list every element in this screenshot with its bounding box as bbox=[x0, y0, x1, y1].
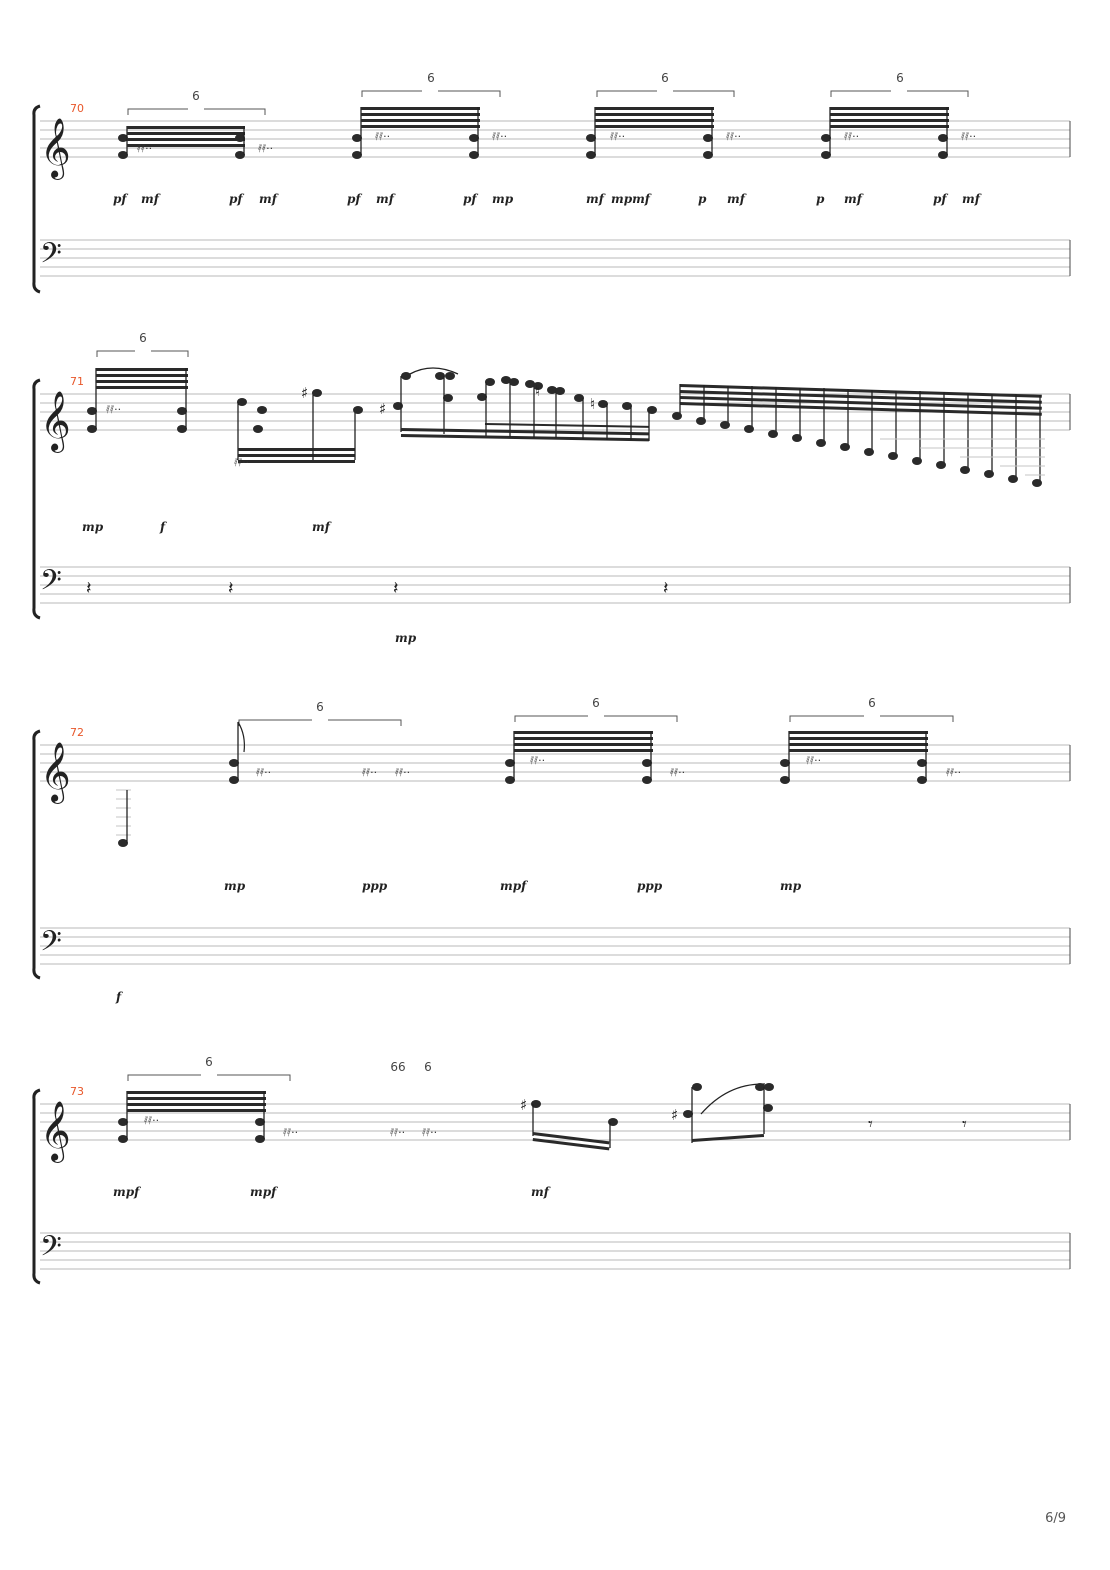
grace-rest-glyph: 𝅀𝅀·· bbox=[395, 766, 411, 779]
bass-clef-icon: 𝄢 bbox=[40, 237, 62, 277]
grace-rest-glyph: 𝅀𝅀·· bbox=[670, 766, 686, 779]
dynamic-marking: mf bbox=[962, 192, 980, 206]
grace-rest-glyph: 𝅀𝅀·· bbox=[422, 1126, 438, 1139]
tuplet-number: 6 bbox=[205, 1055, 213, 1069]
grace-rest-glyph: 𝅀𝅀·· bbox=[234, 456, 250, 469]
bass-staff bbox=[40, 925, 1070, 965]
grace-rest-glyph: 𝅀𝅀·· bbox=[530, 754, 546, 767]
quarter-rest-icon: 𝄽 bbox=[86, 578, 92, 599]
note-group bbox=[87, 368, 1045, 487]
dynamic-marking: mp bbox=[492, 192, 514, 206]
quarter-rest-icon: 𝄽 bbox=[393, 578, 399, 599]
grace-rest-glyph: 𝅀𝅀·· bbox=[806, 754, 822, 767]
dynamic-marking: mpf bbox=[500, 879, 527, 893]
dynamic-marking: mp bbox=[780, 879, 802, 893]
dynamic-marking: p bbox=[698, 192, 707, 206]
treble-clef-icon: 𝄞 bbox=[40, 742, 71, 802]
dynamic-marking: mf bbox=[312, 520, 330, 534]
dynamic-marking: mp bbox=[395, 631, 417, 645]
bass-staff bbox=[40, 564, 1070, 604]
treble-clef-icon: 𝄞 bbox=[40, 391, 71, 451]
dynamic-marking: pf bbox=[463, 192, 477, 206]
dynamic-marking: mf bbox=[586, 192, 604, 206]
grace-rest-glyph: 𝅀𝅀·· bbox=[961, 130, 977, 143]
tuplet-number: 6 bbox=[868, 696, 876, 710]
tuplet-group bbox=[239, 696, 953, 726]
measure-number: 73 bbox=[70, 1085, 84, 1098]
note-group bbox=[116, 722, 961, 847]
dynamic-marking: f bbox=[160, 520, 166, 534]
dynamics-row bbox=[115, 879, 802, 1004]
dynamic-marking: mpf bbox=[250, 1185, 277, 1199]
dynamic-marking: pf bbox=[229, 192, 243, 206]
treble-staff bbox=[40, 391, 1070, 453]
sharp-icon: ♯ bbox=[379, 400, 387, 418]
grace-rest-glyph: 𝅀𝅀·· bbox=[726, 130, 742, 143]
dynamic-marking: mf bbox=[531, 1185, 549, 1199]
dynamics-row bbox=[113, 1185, 551, 1199]
system-73 bbox=[34, 1055, 1070, 1283]
natural-icon: ♮ bbox=[535, 382, 541, 400]
tuplet-number: 6 bbox=[592, 696, 600, 710]
system-70 bbox=[34, 71, 1070, 292]
bass-clef-icon: 𝄢 bbox=[40, 925, 62, 965]
grace-rest-glyph: 𝅀𝅀·· bbox=[362, 766, 378, 779]
grace-rest-glyph: 𝅀𝅀·· bbox=[492, 130, 508, 143]
page-number: 6/9 bbox=[1045, 1511, 1066, 1526]
dynamic-marking: mpf bbox=[113, 1185, 140, 1199]
bass-clef-icon: 𝄢 bbox=[40, 1230, 62, 1270]
dynamic-marking: pf bbox=[933, 192, 947, 206]
treble-clef-icon: 𝄞 bbox=[40, 1101, 71, 1161]
dynamic-marking: ppp bbox=[637, 879, 663, 893]
dynamic-marking: ppp bbox=[362, 879, 388, 893]
dynamic-marking: f bbox=[116, 990, 122, 1004]
grace-rest-glyph: 𝅀𝅀·· bbox=[946, 766, 962, 779]
sharp-icon: ♯ bbox=[671, 1106, 679, 1124]
tuplet-number: 6 bbox=[896, 71, 904, 85]
grace-rest-glyph: 𝅀𝅀·· bbox=[610, 130, 626, 143]
dynamic-marking: mf bbox=[259, 192, 277, 206]
grace-rest-glyph: 𝅀𝅀·· bbox=[256, 766, 272, 779]
grace-rest-glyph: 𝅀𝅀·· bbox=[844, 130, 860, 143]
dynamic-marking: mpmf bbox=[611, 192, 650, 206]
measure-number: 70 bbox=[70, 102, 84, 115]
tuplet-number: 6 bbox=[139, 331, 147, 345]
grace-rest-glyph: 𝅀𝅀·· bbox=[144, 1114, 160, 1127]
tuplet-number: 66 bbox=[390, 1060, 406, 1074]
system-72 bbox=[34, 696, 1070, 1004]
dynamics-row bbox=[82, 520, 417, 645]
dynamics-row bbox=[113, 192, 982, 206]
dynamic-marking: mf bbox=[141, 192, 159, 206]
dynamic-marking: mf bbox=[376, 192, 394, 206]
dynamic-marking: mf bbox=[727, 192, 745, 206]
tuplet-number: 6 bbox=[427, 71, 435, 85]
eighth-rest-icon: 𝄾 bbox=[868, 1114, 873, 1135]
quarter-rest-icon: 𝄽 bbox=[663, 578, 669, 599]
measure-number: 71 bbox=[70, 375, 84, 388]
grace-rest-glyph: 𝅀𝅀·· bbox=[106, 403, 122, 416]
measure-number: 72 bbox=[70, 726, 84, 739]
natural-icon: ♮ bbox=[590, 395, 596, 413]
dynamic-marking: mf bbox=[844, 192, 862, 206]
tuplet-number: 6 bbox=[192, 89, 200, 103]
grace-rest-glyph: 𝅀𝅀·· bbox=[390, 1126, 406, 1139]
tuplet-group bbox=[128, 1055, 432, 1081]
grace-rest-glyph: 𝅀𝅀·· bbox=[258, 142, 274, 155]
bass-staff bbox=[40, 1230, 1070, 1270]
tuplet-number: 6 bbox=[661, 71, 669, 85]
dynamic-marking: pf bbox=[347, 192, 361, 206]
tuplet-number: 6 bbox=[316, 700, 324, 714]
sharp-icon: ♯ bbox=[301, 384, 309, 402]
dynamic-marking: mp bbox=[224, 879, 246, 893]
dynamic-marking: p bbox=[816, 192, 825, 206]
bass-staff bbox=[40, 237, 1070, 277]
dynamic-marking: pf bbox=[113, 192, 127, 206]
bass-clef-icon: 𝄢 bbox=[40, 564, 62, 604]
eighth-rest-icon: 𝄾 bbox=[962, 1114, 967, 1135]
dynamic-marking: mp bbox=[82, 520, 104, 534]
sharp-icon: ♯ bbox=[520, 1096, 528, 1114]
treble-clef-icon: 𝄞 bbox=[40, 118, 71, 178]
note-group bbox=[118, 107, 976, 159]
tuplet-number: 6 bbox=[424, 1060, 432, 1074]
grace-rest-glyph: 𝅀𝅀·· bbox=[283, 1126, 299, 1139]
grace-rest-glyph: 𝅀𝅀·· bbox=[137, 142, 153, 155]
system-71 bbox=[34, 331, 1070, 645]
tuplet-group bbox=[97, 331, 188, 357]
quarter-rest-icon: 𝄽 bbox=[228, 578, 234, 599]
grace-rest-glyph: 𝅀𝅀·· bbox=[375, 130, 391, 143]
